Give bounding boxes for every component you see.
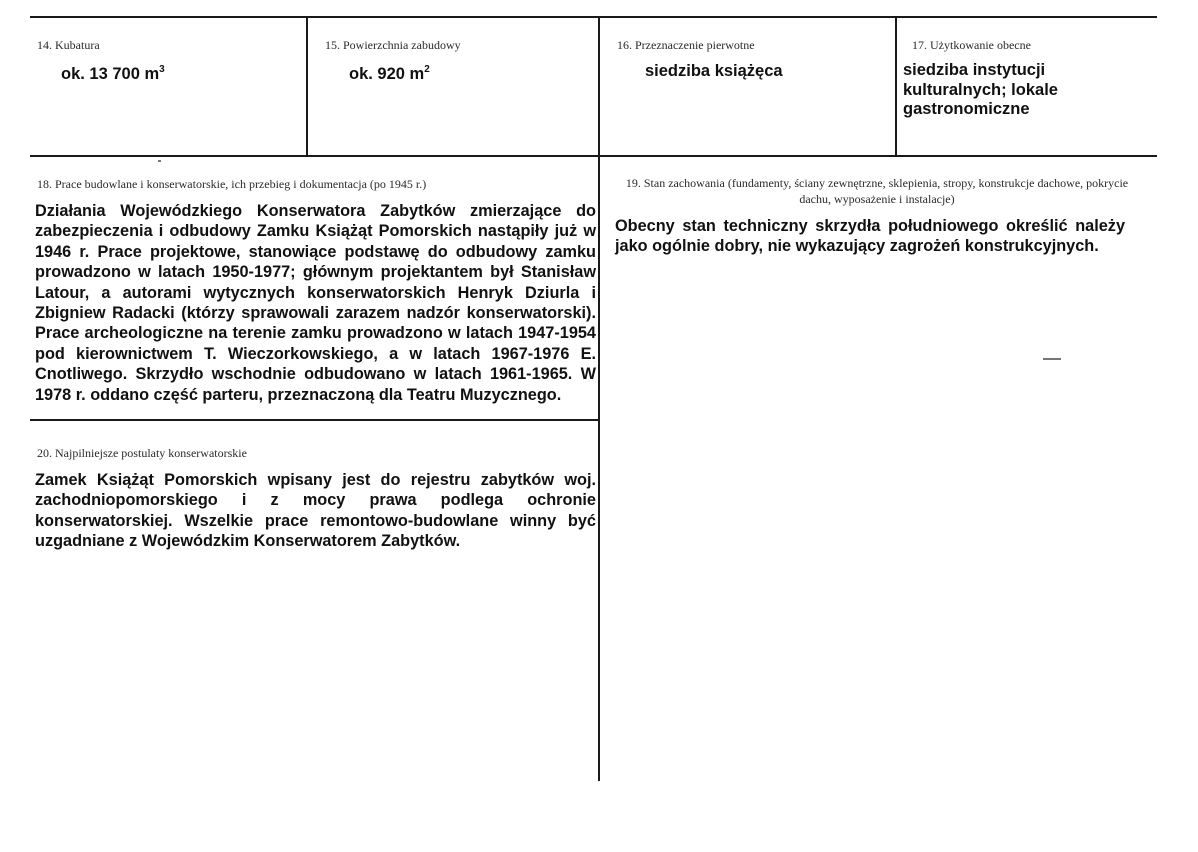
field-17-label: 17. Użytkowanie obecne xyxy=(912,38,1031,52)
section-divider-line xyxy=(30,419,598,421)
scan-speck xyxy=(158,160,161,162)
top-border-line xyxy=(30,16,1157,18)
scan-speck xyxy=(1043,358,1061,360)
field-20-label: 20. Najpilniejsze postulaty konserwatorskie xyxy=(37,446,247,460)
row-divider-line xyxy=(30,155,1157,157)
field-19-text: Obecny stan techniczny skrzydła południowego określić należy jako ogólnie dobry, nie wykazujący zagrożeń konstrukcyjnych. xyxy=(615,217,1125,256)
field-14-value: ok. 13 700 $m^3$ xyxy=(61,64,165,83)
field-20-text: Zamek Książąt Pomorskich wpisany jest do rejestru zabytków woj. zachodniopomorskiego i z mocy prawa podlega ochronie konserwatorskiej. Wszelkie prace remontowo-budowlane winny być uzgadniane z Wojewódzkim Konserwatorem Zabytków. xyxy=(35,471,596,551)
field-15-value: ok. 920 $m^2$ xyxy=(349,64,430,83)
column-divider-3 xyxy=(895,17,897,156)
column-divider-main xyxy=(598,17,600,781)
field-16-label: 16. Przeznaczenie pierwotne xyxy=(617,38,755,52)
field-18-label: 18. Prace budowlane i konserwatorskie, ich przebieg i dokumentacja (po 1945 r.) xyxy=(37,177,427,191)
field-18-text: Działania Wojewódzkiego Konserwatora Zabytków zmierzające do zabezpieczenia i odbudowy Zamku Książąt Pomorskich nastąpiły już w 1946 r. Prace projektowe, stanowiące podstawę do odbudowy zamku prowadzono w latach 1950-1977; głównym projektantem był Stanisław Latour, a autorami wytycznych konserwatorskich Henryk Dziurla i Zbigniew Radacki (którzy sprawowali zarazem nadzór konserwatorski). Prace archeologiczne na terenie zamku prowadzono w latach 1947-1954 pod kierownictwem T. Wieczorkowskiego, a w latach 1967-1976 E. Cnotliwego. Skrzydło wschodnie odbudowano w latach 1961-1965. W 1978 r. oddano część parteru, przeznaczoną dla Teatru Muzycznego. xyxy=(35,202,596,404)
field-14-label: 14. Kubatura xyxy=(37,38,100,52)
column-divider-1 xyxy=(306,17,308,156)
field-16-value: siedziba książęca xyxy=(645,62,783,80)
field-17-value: siedziba instytucji kulturalnych; lokale gastronomiczne xyxy=(903,61,1058,118)
field-15-label: 15. Powierzchnia zabudowy xyxy=(325,38,461,52)
field-19-label: 19. Stan zachowania (fundamenty, ściany zewnętrzne, sklepienia, stropy, konstrukcje dachowe, pokrycie dachu, wyposażenie i instalacje) xyxy=(625,176,1129,206)
